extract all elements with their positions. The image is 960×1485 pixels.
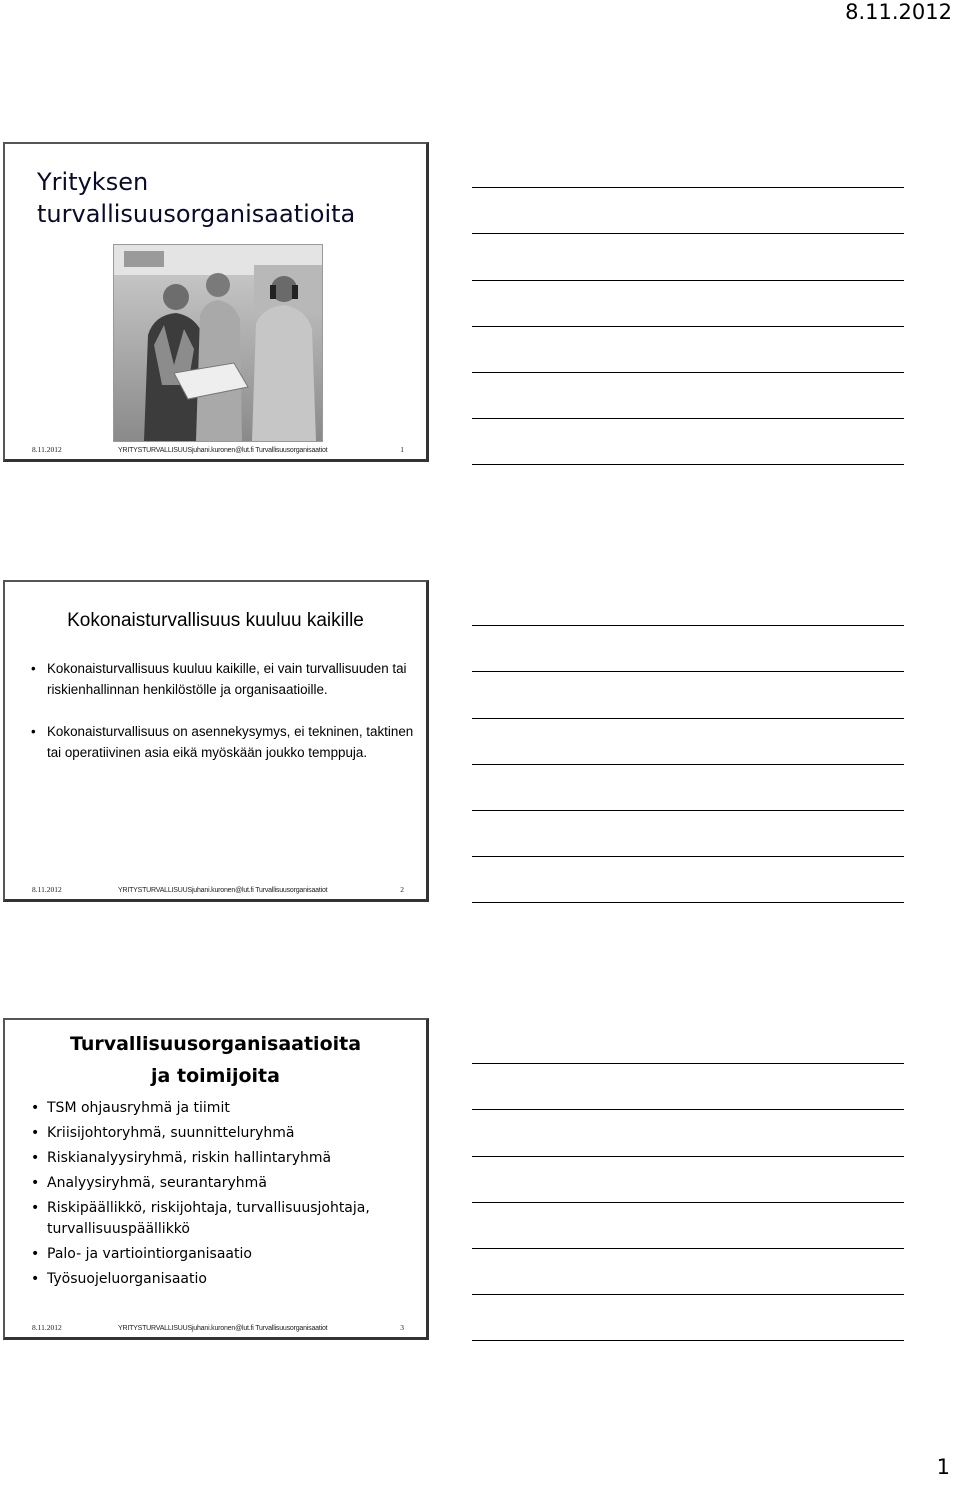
list-item: • Kokonaisturvallisuus on asennekysymys, ei tekninen, taktinen tai operatiivinen asia eikä myöskään joukko temppuja. (27, 721, 417, 763)
footer-text: YRITYSTURVALLISUUSjuhani.kuronen@lut.fi Turvallisuusorganisaatiot (118, 1325, 328, 1332)
list-item: • Työsuojeluorganisaatio (27, 1269, 422, 1290)
footer-date: 8.11.2012 (32, 445, 62, 454)
page-number: 1 (936, 1455, 950, 1479)
bullet-list (27, 658, 417, 784)
note-line (472, 672, 904, 718)
note-line (472, 1157, 904, 1203)
note-line (472, 719, 904, 765)
people-reviewing-document-photo (113, 244, 323, 442)
slide-title-line-2: ja toimijoita (151, 1065, 280, 1087)
note-line (472, 857, 904, 903)
footer-slide-number: 3 (400, 1323, 404, 1332)
list-item: • Kriisijohtoryhmä, suunnitteluryhmä (27, 1123, 422, 1144)
list-item: • Kokonaisturvallisuus kuuluu kaikille, ei vain turvallisuuden tai riskienhallinnan henkilöstölle ja organisaatioille. (27, 658, 417, 700)
slide-2 (3, 580, 429, 902)
notes-lines (472, 142, 904, 465)
slide-title-line-1: Turvallisuusorganisaatioita (69, 1033, 362, 1055)
note-line (472, 1295, 904, 1341)
slide-title (5, 1028, 426, 1092)
list-item: • TSM ohjausryhmä ja tiimit (27, 1098, 422, 1119)
footer-text: YRITYSTURVALLISUUSjuhani.kuronen@lut.fi Turvallisuusorganisaatiot (118, 887, 328, 894)
note-line (472, 188, 904, 234)
slide-title-line-1: Yrityksen (37, 168, 149, 196)
note-line (472, 142, 904, 188)
page-date: 8.11.2012 (845, 0, 952, 24)
note-line (472, 1110, 904, 1156)
footer-slide-number: 2 (400, 885, 404, 894)
list-item: • Riskipäällikkö, riskijohtaja, turvallisuusjohtaja, turvallisuuspäällikkö (27, 1198, 422, 1240)
list-item: • Analyysiryhmä, seurantaryhmä (27, 1173, 422, 1194)
footer-text: YRITYSTURVALLISUUSjuhani.kuronen@lut.fi Turvallisuusorganisaatiot (118, 447, 328, 454)
note-line (472, 419, 904, 465)
notes-lines (472, 1018, 904, 1341)
note-line (472, 373, 904, 419)
slide-title-line-2: turvallisuusorganisaatioita (37, 200, 356, 228)
footer-date: 8.11.2012 (32, 1323, 62, 1332)
note-line (472, 327, 904, 373)
note-line (472, 1249, 904, 1295)
note-line (472, 765, 904, 811)
notes-lines (472, 580, 904, 903)
list-item: • Riskianalyysiryhmä, riskin hallintaryhmä (27, 1148, 422, 1169)
footer-date: 8.11.2012 (32, 885, 62, 894)
note-line (472, 1064, 904, 1110)
note-line (472, 626, 904, 672)
note-line (472, 234, 904, 280)
slide-1 (3, 142, 429, 462)
note-line (472, 281, 904, 327)
slide-title (37, 166, 355, 230)
note-line (472, 580, 904, 626)
footer-slide-number: 1 (400, 445, 404, 454)
note-line (472, 811, 904, 857)
slide-3 (3, 1018, 429, 1340)
note-line (472, 1203, 904, 1249)
slide-title: Kokonaisturvallisuus kuuluu kaikille (67, 610, 364, 631)
bullet-list (27, 1098, 422, 1294)
note-line (472, 1018, 904, 1064)
list-item: • Palo- ja vartiointiorganisaatio (27, 1244, 422, 1265)
